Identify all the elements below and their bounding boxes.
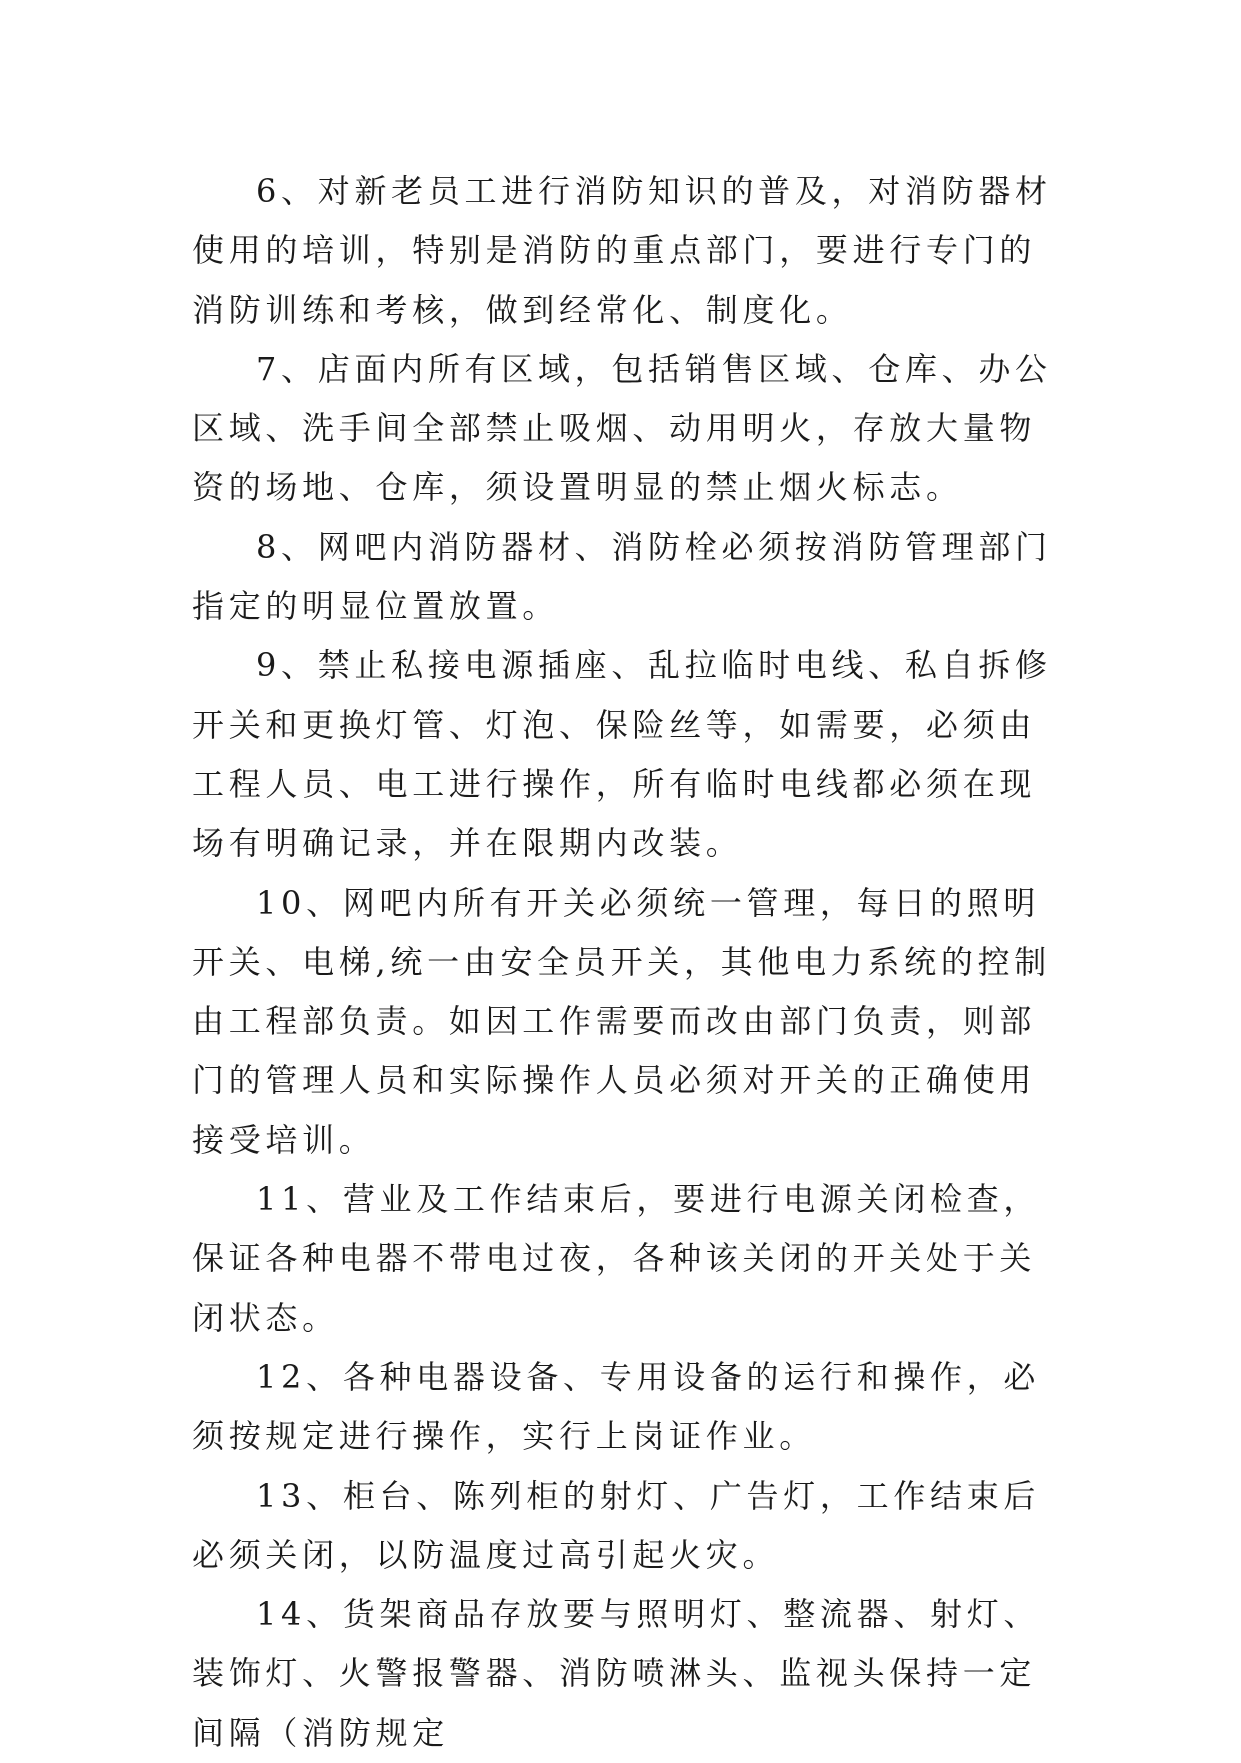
paragraph-item-11: 11、营业及工作结束后，要进行电源关闭检查，保证各种电器不带电过夜，各种该关闭的开关处于关闭状态。 xyxy=(192,1180,1041,1337)
paragraph-item-12: 12、各种电器设备、专用设备的运行和操作，必须按规定进行操作，实行上岗证作业。 xyxy=(192,1357,1041,1456)
paragraph-item-7: 7、店面内所有区域，包括销售区域、仓库、办公区域、洗手间全部禁止吸烟、动用明火，存放大量物资的场地、仓库，须设置明显的禁止烟火标志。 xyxy=(192,349,1052,507)
paragraph-item-14: 14、货架商品存放要与照明灯、整流器、射灯、装饰灯、火警报警器、消防喷淋头、监视头保持一定间隔（消防规定 xyxy=(192,1595,1041,1752)
paragraph-item-10: 10、网吧内所有开关必须统一管理，每日的照明开关、电梯,统一由安全员开关，其他电力系统的控制由工程部负责。如因工作需要而改由部门负责，则部门的管理人员和实际操作人员必须对开关的正确使用接受培训。 xyxy=(192,883,1051,1159)
document-body xyxy=(192,162,1062,1763)
paragraph-item-13: 13、柜台、陈列柜的射灯、广告灯，工作结束后必须关闭，以防温度过高引起火灾。 xyxy=(192,1476,1041,1574)
paragraph-item-9: 9、禁止私接电源插座、乱拉临时电线、私自拆修开关和更换灯管、灯泡、保险丝等，如需要，必须由工程人员、电工进行操作，所有临时电线都必须在现场有明确记录，并在限期内改装。 xyxy=(192,646,1052,863)
paragraph-item-6: 6、对新老员工进行消防知识的普及，对消防器材使用的培训，特别是消防的重点部门，要进行专门的消防训练和考核，做到经常化、制度化。 xyxy=(192,172,1052,329)
paragraph-item-8: 8、网吧内消防器材、消防栓必须按消防管理部门指定的明显位置放置。 xyxy=(192,527,1052,626)
